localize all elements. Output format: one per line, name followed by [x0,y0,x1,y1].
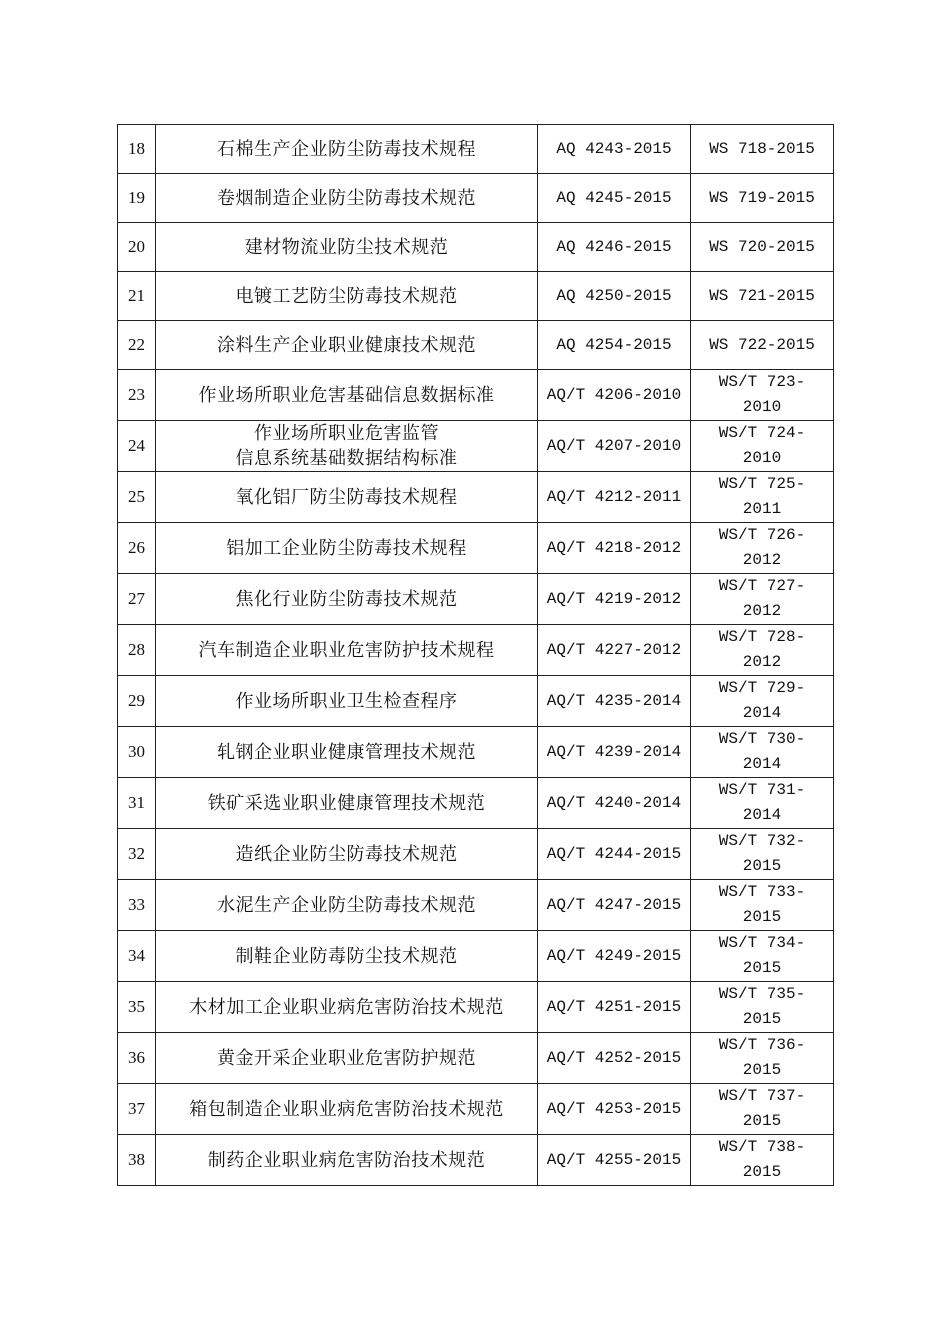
standard-name-line: 黄金开采企业职业危害防护规范 [217,1047,476,1069]
ws-standard-code [691,1135,834,1186]
aq-standard-code: AQ/T 4227-2012 [538,625,691,676]
table-row [118,125,834,174]
standard-name-line: 造纸企业防尘防毒技术规范 [235,843,458,865]
aq-standard-code: AQ 4246-2015 [538,223,691,272]
standard-name [156,223,538,272]
standard-name [156,272,538,321]
ws-standard-code [691,223,834,272]
table-row [118,625,834,676]
standard-name-line: 箱包制造企业职业病危害防治技术规范 [189,1098,504,1120]
row-number: 27 [118,574,156,625]
row-number: 18 [118,125,156,174]
ws-standard-code [691,1033,834,1084]
ws-code-line: WS/T 734- [718,934,806,952]
table-row [118,727,834,778]
ws-code-line: WS 720-2015 [709,237,815,256]
ws-code-line: WS 718-2015 [709,139,815,158]
row-number: 24 [118,421,156,472]
ws-code-line: 2015 [742,959,782,977]
standards-table [117,124,834,1186]
standard-name [156,174,538,223]
ws-code-line: WS 721-2015 [709,286,815,305]
aq-standard-code: AQ/T 4252-2015 [538,1033,691,1084]
ws-standard-code [691,370,834,421]
standard-name [156,421,538,472]
aq-standard-code: AQ/T 4240-2014 [538,778,691,829]
standard-name [156,125,538,174]
table-row [118,523,834,574]
aq-standard-code: AQ/T 4253-2015 [538,1084,691,1135]
ws-code-line: WS 722-2015 [709,335,815,354]
standard-name [156,727,538,778]
aq-standard-code: AQ 4254-2015 [538,321,691,370]
standard-name-line: 木材加工企业职业病危害防治技术规范 [189,996,504,1018]
ws-code-line: WS/T 733- [718,883,806,901]
ws-standard-code [691,829,834,880]
ws-code-line: 2015 [742,908,782,926]
ws-code-line: 2012 [742,551,782,569]
ws-code-line: WS/T 725- [718,475,806,493]
table-row [118,1135,834,1186]
table-row [118,778,834,829]
standard-name-line: 氧化铝厂防尘防毒技术规程 [235,486,458,508]
ws-standard-code [691,421,834,472]
table-row [118,982,834,1033]
ws-code-line: WS 719-2015 [709,188,815,207]
ws-standard-code [691,676,834,727]
standard-name [156,370,538,421]
ws-standard-code [691,778,834,829]
standard-name-line: 汽车制造企业职业危害防护技术规程 [198,639,495,661]
aq-standard-code: AQ 4250-2015 [538,272,691,321]
aq-standard-code: AQ/T 4235-2014 [538,676,691,727]
ws-standard-code [691,982,834,1033]
ws-standard-code [691,321,834,370]
row-number: 34 [118,931,156,982]
standard-name-line: 制药企业职业病危害防治技术规范 [207,1149,486,1171]
ws-code-line: WS/T 723- [718,373,806,391]
ws-code-line: 2014 [742,704,782,722]
ws-code-line: 2015 [742,1010,782,1028]
standard-name [156,1084,538,1135]
standard-name [156,676,538,727]
row-number: 28 [118,625,156,676]
ws-standard-code [691,272,834,321]
row-number: 21 [118,272,156,321]
ws-code-line: WS/T 732- [718,832,806,850]
ws-code-line: WS/T 737- [718,1087,806,1105]
table-row [118,1084,834,1135]
row-number: 31 [118,778,156,829]
ws-standard-code [691,472,834,523]
standard-name [156,523,538,574]
ws-code-line: WS/T 730- [718,730,806,748]
standard-name-line: 水泥生产企业防尘防毒技术规范 [217,894,476,916]
row-number: 29 [118,676,156,727]
ws-code-line: WS/T 731- [718,781,806,799]
standard-name-line: 涂料生产企业职业健康技术规范 [217,334,476,356]
standard-name-line: 建材物流业防尘技术规范 [244,236,449,258]
table-row [118,829,834,880]
table-row [118,174,834,223]
ws-standard-code [691,931,834,982]
ws-code-line: 2012 [742,602,782,620]
row-number: 26 [118,523,156,574]
ws-code-line: WS/T 729- [718,679,806,697]
standards-table-body [118,125,834,1186]
standard-name-line: 电镀工艺防尘防毒技术规范 [235,285,458,307]
standard-name-line: 作业场所职业卫生检查程序 [235,690,458,712]
row-number: 32 [118,829,156,880]
ws-code-line: 2015 [742,1112,782,1130]
standard-name-line: 卷烟制造企业防尘防毒技术规范 [217,187,476,209]
row-number: 20 [118,223,156,272]
aq-standard-code: AQ/T 4239-2014 [538,727,691,778]
ws-code-line: WS/T 724- [718,424,806,442]
ws-standard-code [691,625,834,676]
aq-standard-code: AQ/T 4207-2010 [538,421,691,472]
table-row [118,472,834,523]
table-row [118,370,834,421]
aq-standard-code: AQ/T 4251-2015 [538,982,691,1033]
standard-name [156,829,538,880]
aq-standard-code: AQ 4243-2015 [538,125,691,174]
standard-name-line: 石棉生产企业防尘防毒技术规程 [217,138,476,160]
ws-code-line: WS/T 726- [718,526,806,544]
ws-standard-code [691,574,834,625]
standard-name-line: 作业场所职业危害基础信息数据标准 [198,384,495,406]
standard-name-line: 信息系统基础数据结构标准 [235,448,458,469]
aq-standard-code: AQ/T 4249-2015 [538,931,691,982]
ws-code-line: 2015 [742,857,782,875]
ws-standard-code [691,727,834,778]
aq-standard-code: AQ/T 4218-2012 [538,523,691,574]
table-row [118,272,834,321]
row-number: 25 [118,472,156,523]
table-row [118,931,834,982]
ws-standard-code [691,174,834,223]
standard-name [156,321,538,370]
row-number: 30 [118,727,156,778]
standard-name [156,1135,538,1186]
ws-code-line: 2011 [742,500,782,518]
table-row [118,421,834,472]
standard-name-line: 铁矿采选业职业健康管理技术规范 [207,792,486,814]
ws-code-line: WS/T 735- [718,985,806,1003]
ws-standard-code [691,125,834,174]
ws-code-line: 2012 [742,653,782,671]
standard-name [156,880,538,931]
standard-name [156,1033,538,1084]
row-number: 37 [118,1084,156,1135]
row-number: 33 [118,880,156,931]
standard-name-line: 焦化行业防尘防毒技术规范 [235,588,458,610]
row-number: 19 [118,174,156,223]
aq-standard-code: AQ/T 4212-2011 [538,472,691,523]
ws-standard-code [691,523,834,574]
ws-code-line: WS/T 736- [718,1036,806,1054]
row-number: 38 [118,1135,156,1186]
standard-name [156,472,538,523]
aq-standard-code: AQ/T 4255-2015 [538,1135,691,1186]
aq-standard-code: AQ/T 4206-2010 [538,370,691,421]
table-row [118,223,834,272]
standard-name [156,574,538,625]
ws-code-line: 2015 [742,1163,782,1181]
table-row [118,880,834,931]
aq-standard-code: AQ/T 4244-2015 [538,829,691,880]
row-number: 23 [118,370,156,421]
standard-name [156,778,538,829]
ws-standard-code [691,1084,834,1135]
aq-standard-code: AQ/T 4219-2012 [538,574,691,625]
ws-standard-code [691,880,834,931]
ws-code-line: 2010 [742,398,782,416]
ws-code-line: WS/T 727- [718,577,806,595]
standard-name [156,931,538,982]
standard-name-line: 制鞋企业防毒防尘技术规范 [235,945,458,967]
standard-name [156,625,538,676]
row-number: 35 [118,982,156,1033]
ws-code-line: 2015 [742,1061,782,1079]
row-number: 22 [118,321,156,370]
standard-name-line: 作业场所职业危害监管 [254,423,439,444]
standard-name-line: 铝加工企业防尘防毒技术规程 [226,537,467,559]
ws-code-line: WS/T 738- [718,1138,806,1156]
ws-code-line: 2014 [742,755,782,773]
ws-code-line: 2010 [742,449,782,467]
standard-name-line: 轧钢企业职业健康管理技术规范 [217,741,476,763]
table-row [118,1033,834,1084]
row-number: 36 [118,1033,156,1084]
ws-code-line: WS/T 728- [718,628,806,646]
standard-name [156,982,538,1033]
aq-standard-code: AQ 4245-2015 [538,174,691,223]
aq-standard-code: AQ/T 4247-2015 [538,880,691,931]
table-row [118,321,834,370]
table-row [118,574,834,625]
ws-code-line: 2014 [742,806,782,824]
table-row [118,676,834,727]
